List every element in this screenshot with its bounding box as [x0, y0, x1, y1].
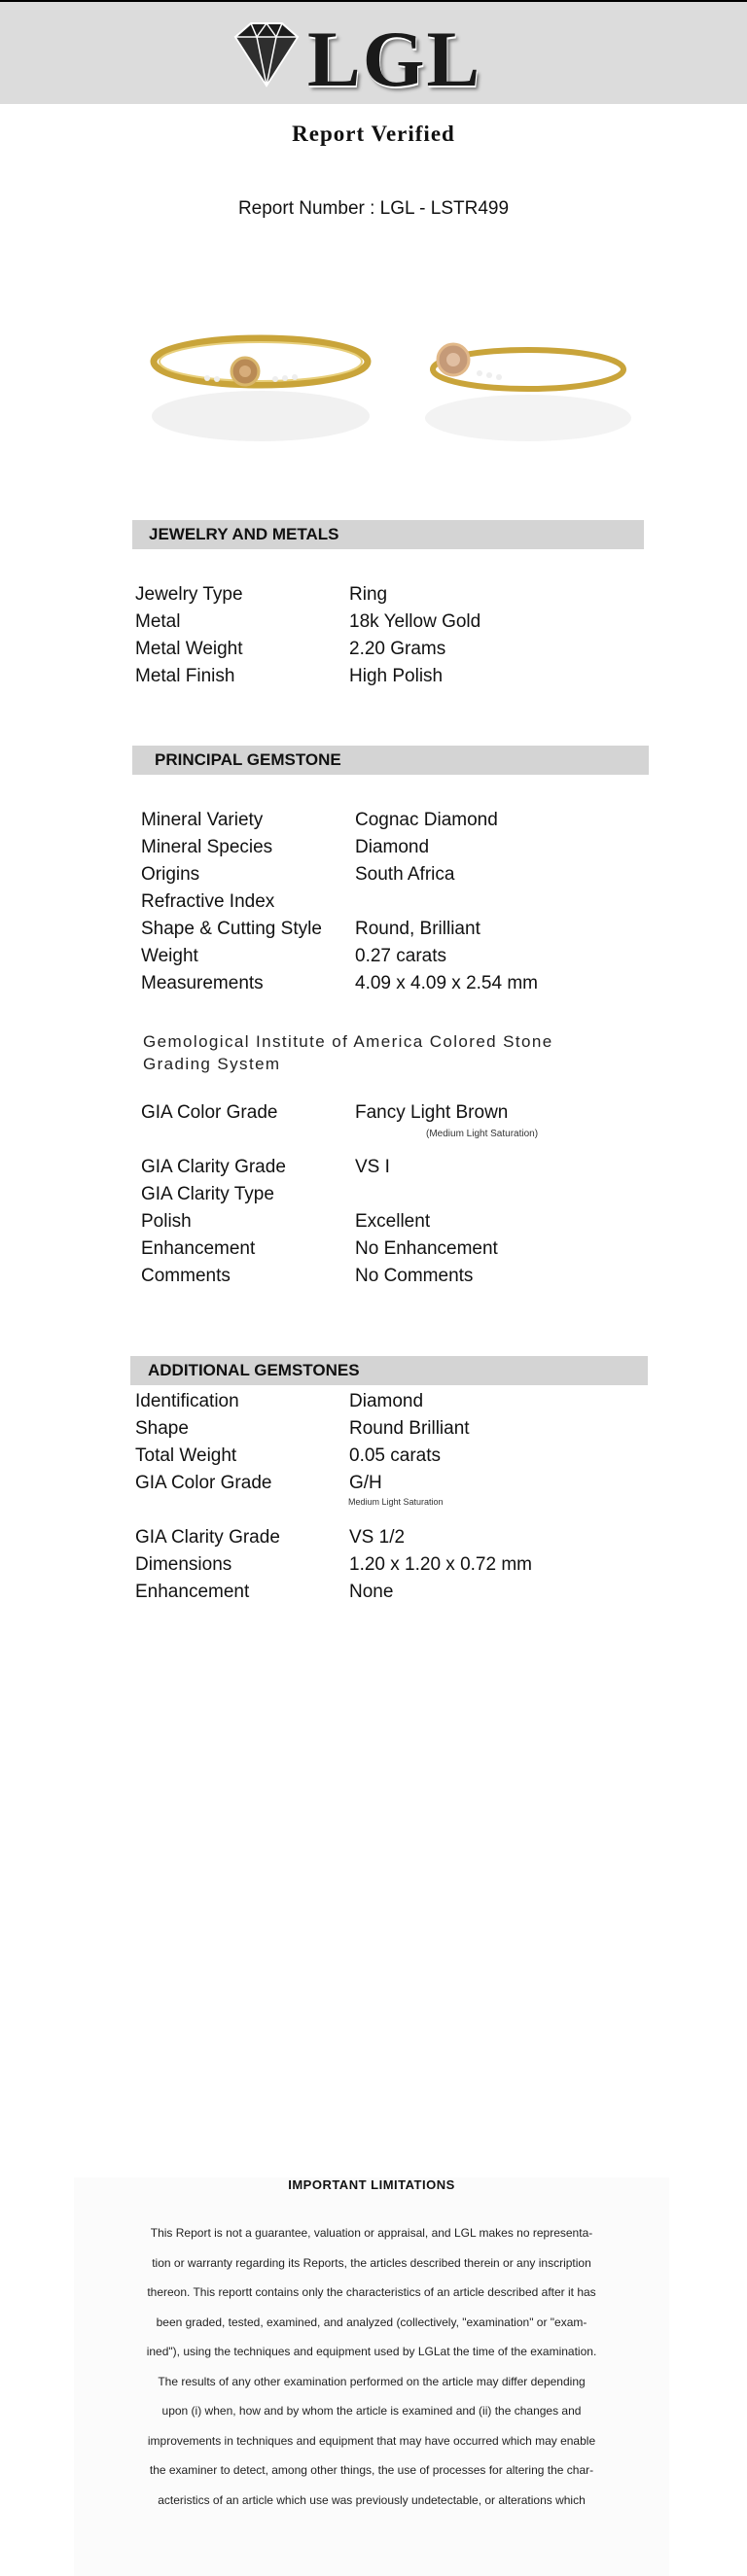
grade-row: [141, 1156, 647, 1179]
additional-label: Identification: [135, 1391, 239, 1411]
principal-value: Diamond: [355, 837, 430, 857]
jewelry-row: [135, 638, 641, 661]
additional-value: G/H: [349, 1473, 382, 1493]
additional-row: [135, 1445, 641, 1468]
additional-value: 1.20 x 1.20 x 0.72 mm: [349, 1554, 532, 1575]
limitations-line: thereon. This reportt contains only the characteristics of an article described after it has: [147, 2285, 596, 2299]
jewelry-label: Metal: [135, 611, 181, 632]
grade-row: [141, 1210, 647, 1234]
additional-label: Dimensions: [135, 1554, 232, 1575]
additional-row: [135, 1390, 641, 1413]
lgl-logo: [228, 15, 482, 103]
principal-value: 0.27 carats: [355, 946, 446, 966]
principal-label: Weight: [141, 946, 198, 966]
limitations-line: acteristics of an article which use was previously undetectable, or alterations which: [158, 2492, 586, 2507]
jewelry-label: Jewelry Type: [135, 584, 243, 605]
limitations-line: improvements in techniques and equipment that may have occurred which may enable: [147, 2433, 596, 2448]
limitations-line: tion or warranty regarding its Reports, the articles described therein or any inscription: [152, 2255, 591, 2270]
principal-label: Mineral Variety: [141, 810, 264, 830]
grade-label: GIA Clarity Type: [141, 1184, 274, 1204]
section-additional-heading: ADDITIONAL GEMSTONES: [130, 1356, 648, 1385]
section-jewelry-heading: JEWELRY AND METALS: [132, 520, 644, 549]
section-principal-heading: PRINCIPAL GEMSTONE: [132, 746, 649, 775]
additional-label: Enhancement: [135, 1582, 250, 1602]
jewelry-row: [135, 583, 641, 607]
jewelry-label: Metal Finish: [135, 666, 235, 686]
additional-row: [135, 1581, 641, 1604]
additional-label: GIA Color Grade: [135, 1473, 272, 1493]
principal-value: Cognac Diamond: [355, 810, 498, 830]
principal-label: Measurements: [141, 973, 264, 993]
principal-row: [141, 809, 647, 832]
limitations-line: The results of any other examination performed on the article may differ depending: [158, 2374, 586, 2388]
jewelry-row: [135, 610, 641, 634]
principal-label: Mineral Species: [141, 837, 273, 857]
jewelry-value: High Polish: [349, 666, 444, 686]
additional-row: [135, 1553, 641, 1577]
principal-label: Refractive Index: [141, 891, 275, 912]
additional-row: [135, 1526, 641, 1549]
important-limitations: [74, 2177, 669, 2576]
grade-value: Excellent: [355, 1211, 431, 1232]
jewelry-value: Ring: [349, 584, 388, 605]
grade-row: [141, 1101, 647, 1125]
page-title: Report Verified: [292, 122, 455, 146]
additional-row: [135, 1417, 641, 1441]
additional-label: GIA Clarity Grade: [135, 1527, 280, 1548]
diamond-logo-icon: [228, 19, 305, 89]
additional-value: 0.05 carats: [349, 1445, 441, 1466]
grade-label: Polish: [141, 1211, 192, 1232]
jewelry-row: [135, 665, 641, 688]
additional-value: None: [349, 1582, 394, 1602]
principal-row: [141, 890, 647, 914]
grade-value: No Enhancement: [355, 1238, 498, 1259]
principal-label: Origins: [141, 864, 200, 885]
grade-value: Fancy Light Brown: [355, 1102, 509, 1123]
grade-label: GIA Clarity Grade: [141, 1157, 286, 1177]
principal-color-saturation-note: (Medium Light Saturation): [426, 1129, 539, 1139]
grade-row: [141, 1265, 647, 1288]
additional-value: Round Brilliant: [349, 1418, 470, 1439]
principal-value: South Africa: [355, 864, 455, 885]
ring-photo-side: [416, 301, 640, 467]
jewelry-label: Metal Weight: [135, 639, 243, 659]
principal-row: [141, 863, 647, 887]
additional-label: Total Weight: [135, 1445, 237, 1466]
additional-color-saturation-note: Medium Light Saturation: [348, 1497, 444, 1507]
limitations-text: [74, 2218, 669, 2515]
limitations-title: IMPORTANT LIMITATIONS: [288, 2177, 455, 2192]
additional-label: Shape: [135, 1418, 189, 1439]
grade-label: Comments: [141, 1266, 231, 1286]
principal-label: Shape & Cutting Style: [141, 919, 322, 939]
header-banner: [0, 0, 747, 104]
principal-value: Round, Brilliant: [355, 919, 480, 939]
grade-label: GIA Color Grade: [141, 1102, 278, 1123]
principal-row: [141, 972, 647, 995]
principal-row: [141, 836, 647, 859]
limitations-line: the examiner to detect, among other things, the use of processes for altering the char-: [149, 2463, 594, 2477]
jewelry-value: 2.20 Grams: [349, 639, 446, 659]
additional-value: Diamond: [349, 1391, 424, 1411]
ring-photo-front: [144, 301, 377, 467]
grade-label: Enhancement: [141, 1238, 256, 1259]
additional-row: [135, 1472, 641, 1495]
grade-row: [141, 1183, 647, 1206]
grade-value: No Comments: [355, 1266, 474, 1286]
grade-value: VS I: [355, 1157, 390, 1177]
report-number: Report Number : LGL - LSTR499: [237, 198, 510, 219]
additional-value: VS 1/2: [349, 1527, 406, 1548]
limitations-line: ined"), using the techniques and equipment used by LGLat the time of the examination.: [146, 2345, 597, 2358]
jewelry-value: 18k Yellow Gold: [349, 611, 481, 632]
logo-text: LGL: [307, 15, 482, 103]
limitations-line: been graded, tested, examined, and analyzed (collectively, "examination" or "exam-: [156, 2315, 587, 2329]
principal-value: 4.09 x 4.09 x 2.54 mm: [355, 973, 538, 993]
limitations-line: This Report is not a guarantee, valuation or appraisal, and LGL makes no representa-: [150, 2226, 593, 2240]
gia-grading-system-title: Gemological Institute of America Colored Stone Grading System: [143, 1032, 553, 1073]
principal-row: [141, 945, 647, 968]
grade-row: [141, 1237, 647, 1261]
principal-row: [141, 918, 647, 941]
limitations-line: upon (i) when, how and by whom the article is examined and (ii) the changes and: [161, 2404, 582, 2418]
